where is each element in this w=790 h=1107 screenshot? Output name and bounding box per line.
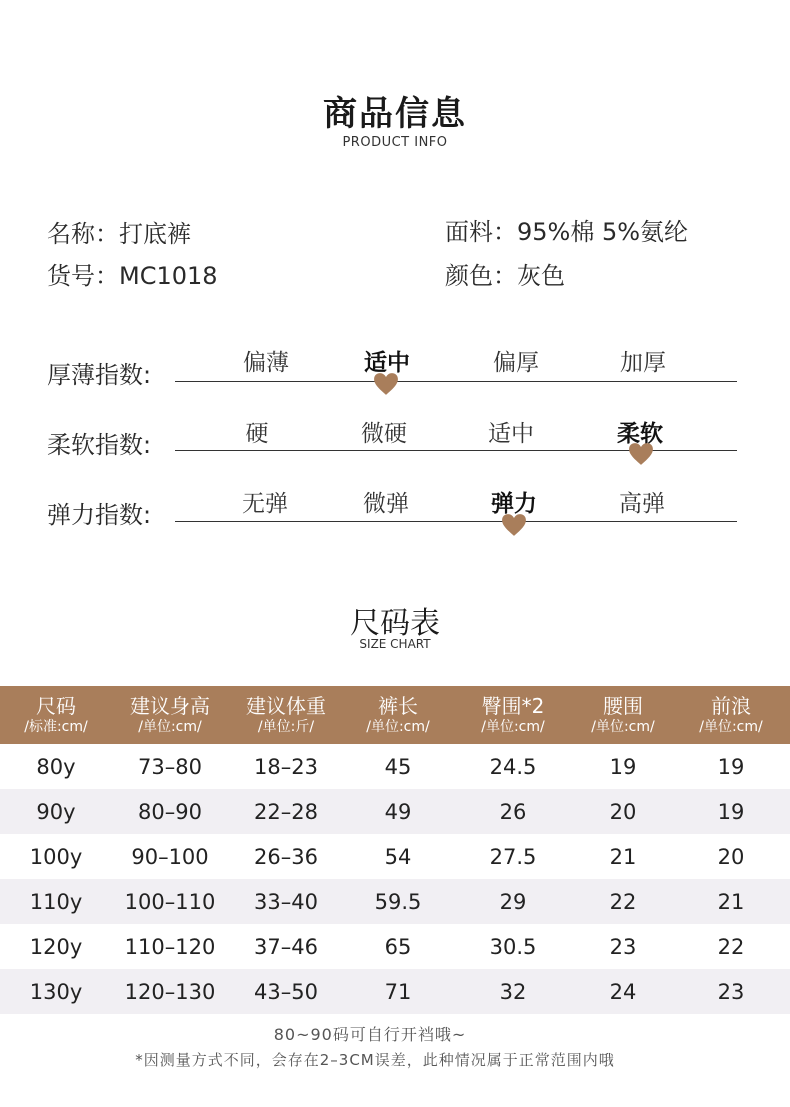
- column-header: 建议体重 /单位:斤/: [246, 694, 326, 735]
- size-table: [0, 686, 790, 1014]
- table-cell: 29: [499, 889, 527, 914]
- thickness-option-4: 加厚: [620, 350, 666, 376]
- table-row: [0, 879, 790, 924]
- table-cell: 45: [384, 754, 412, 779]
- table-cell: 22: [717, 934, 745, 959]
- table-cell: 100y: [29, 844, 83, 869]
- table-cell: 21: [717, 889, 745, 914]
- table-cell: 20: [609, 799, 637, 824]
- table-row: [0, 834, 790, 879]
- table-cell: 19: [609, 754, 637, 779]
- column-header: 腰围 /单位:cm/: [591, 694, 655, 735]
- table-cell: 20: [717, 844, 745, 869]
- elasticity-option-4: 高弹: [619, 491, 665, 517]
- table-cell: 26: [499, 799, 527, 824]
- column-header: 建议身高 /单位:cm/: [130, 694, 210, 735]
- softness-option-2: 微硬: [361, 421, 407, 447]
- column-header: 臀围*2 /单位:cm/: [481, 694, 545, 735]
- table-cell: 120y: [29, 934, 83, 959]
- table-cell: 23: [609, 934, 637, 959]
- table-cell: 73–80: [138, 754, 202, 779]
- table-cell: 80–90: [138, 799, 202, 824]
- table-cell: 22–28: [254, 799, 318, 824]
- size-chart-subtitle: SIZE CHART: [359, 637, 431, 651]
- table-cell: 130y: [29, 979, 83, 1004]
- table-header: [0, 686, 790, 744]
- table-cell: 21: [609, 844, 637, 869]
- elasticity-label: 弹力指数:: [47, 501, 152, 529]
- table-cell: 120–130: [124, 979, 216, 1004]
- column-header: 尺码 /标准:cm/: [24, 694, 88, 735]
- table-cell: 19: [717, 799, 745, 824]
- table-cell: 24.5: [489, 754, 537, 779]
- table-cell: 24: [609, 979, 637, 1004]
- table-cell: 49: [384, 799, 412, 824]
- table-cell: 33–40: [254, 889, 318, 914]
- column-header: 前浪 /单位:cm/: [699, 694, 763, 735]
- table-cell: 18–23: [254, 754, 318, 779]
- product-name: 名称：打底裤: [47, 220, 191, 248]
- page-subtitle: PRODUCT INFO: [342, 135, 448, 150]
- table-cell: 71: [384, 979, 412, 1004]
- elasticity-option-1: 无弹: [242, 491, 288, 517]
- heart-icon: [628, 441, 654, 467]
- table-cell: 110y: [29, 889, 83, 914]
- table-cell: 110–120: [124, 934, 216, 959]
- softness-option-4: 柔软: [617, 421, 663, 447]
- table-cell: 80y: [36, 754, 76, 779]
- table-cell: 90–100: [131, 844, 209, 869]
- thickness-option-2: 适中: [364, 350, 410, 376]
- table-cell: 59.5: [374, 889, 422, 914]
- page-title: 商品信息: [323, 94, 467, 134]
- note-crotch: 80~90码可自行开裆哦~: [273, 1025, 467, 1044]
- table-row: [0, 969, 790, 1014]
- table-cell: 32: [499, 979, 527, 1004]
- heart-icon: [501, 512, 527, 538]
- table-cell: 43–50: [254, 979, 318, 1004]
- table-body: [0, 744, 790, 1014]
- table-cell: 100–110: [124, 889, 216, 914]
- table-cell: 65: [384, 934, 412, 959]
- softness-option-1: 硬: [245, 421, 269, 447]
- thickness-option-3: 偏厚: [493, 350, 539, 376]
- thickness-option-1: 偏薄: [243, 350, 289, 376]
- column-header: 裤长 /单位:cm/: [366, 694, 430, 735]
- table-cell: 37–46: [254, 934, 318, 959]
- softness-option-3: 适中: [488, 421, 534, 447]
- thickness-label: 厚薄指数:: [47, 361, 152, 389]
- table-row: [0, 924, 790, 969]
- thickness-line: [175, 381, 737, 382]
- table-cell: 30.5: [489, 934, 537, 959]
- table-cell: 19: [717, 754, 745, 779]
- size-chart-title: 尺码表: [350, 606, 440, 641]
- table-cell: 90y: [36, 799, 76, 824]
- table-cell: 27.5: [489, 844, 537, 869]
- note-measurement: *因测量方式不同，会存在2–3CM误差，此种情况属于正常范围内哦: [135, 1051, 615, 1069]
- product-sku: 货号：MC1018: [47, 262, 218, 290]
- table-row: [0, 744, 790, 789]
- table-cell: 54: [384, 844, 412, 869]
- product-fabric: 面料：95%棉 5%氨纶: [445, 218, 689, 246]
- softness-label: 柔软指数:: [47, 431, 152, 459]
- elasticity-line: [175, 521, 737, 522]
- table-cell: 23: [717, 979, 745, 1004]
- table-cell: 22: [609, 889, 637, 914]
- table-row: [0, 789, 790, 834]
- heart-icon: [373, 371, 399, 397]
- elasticity-option-2: 微弹: [363, 491, 409, 517]
- table-cell: 26–36: [254, 844, 318, 869]
- elasticity-option-3: 弹力: [491, 491, 537, 517]
- product-color: 颜色：灰色: [445, 262, 565, 290]
